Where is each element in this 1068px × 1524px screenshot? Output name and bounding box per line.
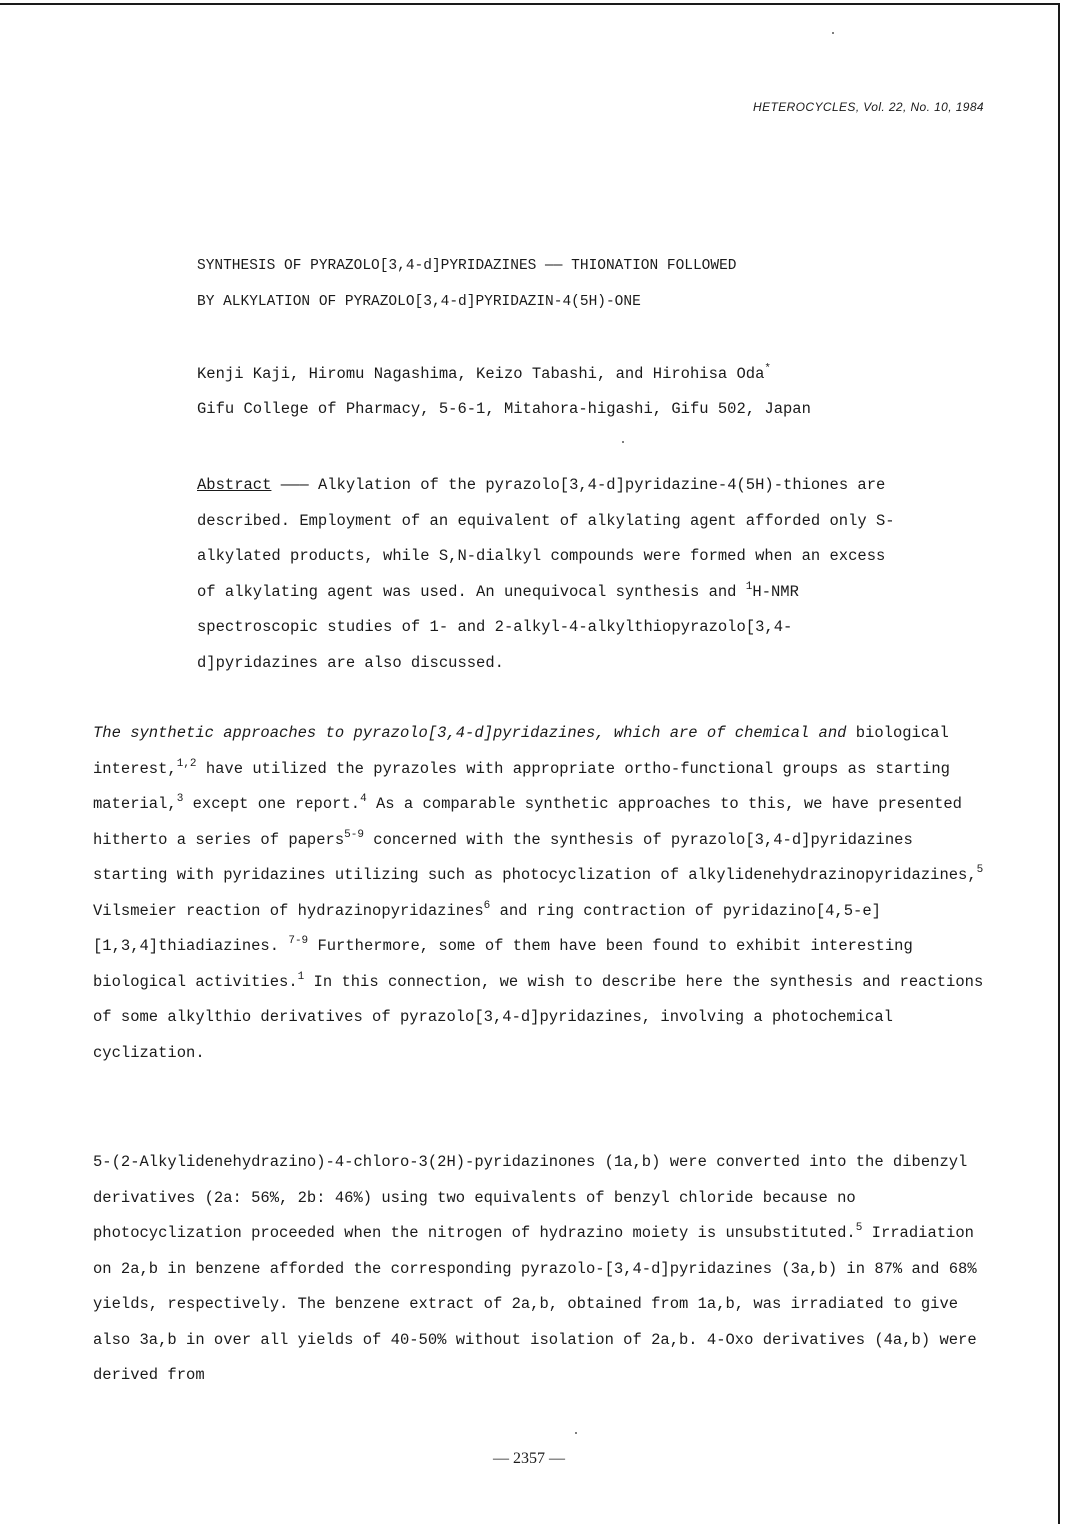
reference-mark: 1,2 bbox=[176, 757, 197, 770]
article-title-line-2: BY ALKYLATION OF PYRAZOLO[3,4-d]PYRIDAZIN-4(5H)-ONE bbox=[197, 294, 641, 310]
reference-mark: 7-9 bbox=[288, 935, 309, 947]
reference-mark: 5 bbox=[855, 1222, 863, 1234]
page-top-edge bbox=[0, 3, 1060, 5]
abstract bbox=[197, 468, 897, 681]
abstract-text: Alkylation of the pyrazolo[3,4-d]pyridazine-4(5H)-thiones are described. Employment of an equivalent of alkylating agent afforded only S-alkylated products, while S,N-dialkyl compounds were formed when an excess of alkylating agent was used. An unequivocal synthesis and bbox=[197, 476, 895, 601]
intro-text: have utilized the pyrazoles with appropriate ortho-functional groups as starting material, bbox=[93, 759, 950, 813]
reference-mark: 4 bbox=[360, 793, 367, 805]
author-list bbox=[197, 365, 771, 383]
affiliation: Gifu College of Pharmacy, 5-6-1, Mitahora-higashi, Gifu 502, Japan bbox=[197, 400, 811, 418]
superscript-1: 1 bbox=[745, 580, 753, 593]
intro-text: concerned with the synthesis of pyrazolo[3,4-d]pyridazines starting with pyridazines utilizing such as photocyclization of alkylidenehydrazinopyridazines, bbox=[93, 830, 977, 884]
reference-mark: 6 bbox=[483, 899, 491, 912]
speck bbox=[575, 1432, 577, 1434]
reference-mark: 3 bbox=[176, 793, 184, 805]
intro-text: Furthermore, some of them have been found to exhibit interesting biological activities. bbox=[93, 937, 913, 991]
intro-text: As a comparable synthetic approaches to this, we have presented hitherto a series of papers bbox=[93, 795, 962, 849]
intro-text: biological interest, bbox=[93, 724, 949, 778]
intro-text: and ring contraction of pyridazino[4,5-e][1,3,4]thiadiazines. bbox=[93, 901, 881, 955]
synthesis-paragraph bbox=[93, 1145, 993, 1394]
author-names: Kenji Kaji, Hiromu Nagashima, Keizo Tabashi, and Hirohisa Oda bbox=[197, 365, 765, 383]
reference-mark: 1 bbox=[297, 970, 305, 983]
intro-text: except one report. bbox=[183, 795, 361, 813]
running-head: HETEROCYCLES, Vol. 22, No. 10, 1984 bbox=[753, 100, 984, 114]
page-number: — 2357 — bbox=[493, 1450, 565, 1467]
speck bbox=[832, 32, 834, 34]
synthesis-text: 5-(2-Alkylidenehydrazino)-4-chloro-3(2H)-pyridazinones (1a,b) were converted into the dibenzyl derivatives (2a: 56%, 2b: 46%) using two equivalents of benzyl chloride because no photocyclization proceeded when the nitrogen of hydrazino moiety is unsubstituted. bbox=[93, 1153, 968, 1242]
abstract-text: H-NMR spectroscopic studies of 1- and 2-alkyl-4-alkylthiopyrazolo[3,4-d]pyridazines are also discussed. bbox=[197, 582, 799, 672]
intro-text: Vilsmeier reaction of hydrazinopyridazines bbox=[93, 901, 484, 920]
intro-paragraph bbox=[93, 716, 993, 1071]
abstract-dash: ——— bbox=[271, 476, 318, 494]
corresponding-mark: * bbox=[764, 363, 772, 375]
reference-mark: 5-9 bbox=[344, 828, 364, 841]
reference-mark: 5 bbox=[976, 864, 984, 876]
speck bbox=[622, 441, 624, 443]
intro-lead: The synthetic approaches to pyrazolo[3,4-d]pyridazines, which are of chemical and bbox=[93, 724, 847, 742]
article-title-line-1: SYNTHESIS OF PYRAZOLO[3,4-d]PYRIDAZINES —— THIONATION FOLLOWED bbox=[197, 258, 737, 274]
page-right-edge bbox=[1058, 3, 1060, 1524]
synthesis-text: Irradiation on 2a,b in benzene afforded the corresponding pyrazolo-[3,4-d]pyridazines (3a,b) in 87% and 68% yields, respectively. The benzene extract of 2a,b, obtained from 1a,b, was irradiated to give also 3a,b in over all yields of 40-50% without isolation of 2a,b. 4-Oxo derivatives (4a,b) were derived from bbox=[93, 1224, 977, 1384]
intro-text: In this connection, we wish to describe here the synthesis and reactions of some alkylthio derivatives of pyrazolo[3,4-d]pyridazines, involving a photochemical cyclization. bbox=[93, 972, 984, 1062]
abstract-label: Abstract bbox=[197, 476, 272, 494]
